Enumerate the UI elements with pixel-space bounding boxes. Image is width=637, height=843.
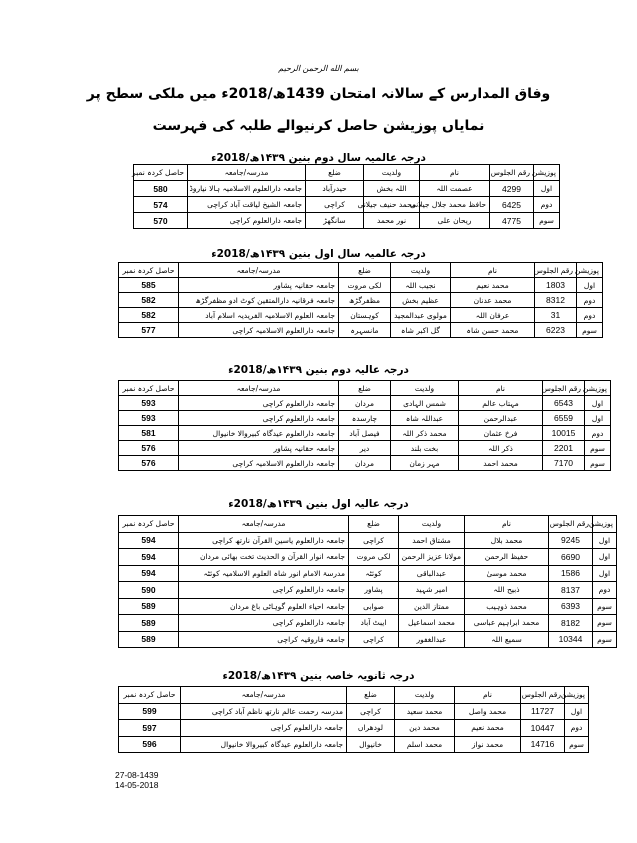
header-position: پوزیشن <box>593 516 617 533</box>
cell-marks: 576 <box>119 456 179 471</box>
table-row <box>119 456 611 471</box>
cell-marks: 585 <box>119 278 179 293</box>
header-father: ولدیت <box>391 263 451 278</box>
cell-roll: 14716 <box>521 736 565 753</box>
cell-marks: 582 <box>119 308 179 323</box>
cell-marks: 570 <box>134 213 188 229</box>
header-district: ضلع <box>349 516 399 533</box>
cell-school: جامعہ حقانیہ پشاور <box>179 278 339 293</box>
cell-father: عبداللہ شاہ <box>391 411 459 426</box>
cell-school: جامعہ دارالعلوم کراچی <box>179 411 339 426</box>
cell-name: سمیع اللہ <box>465 631 549 648</box>
header-school: مدرسہ/جامعہ <box>188 165 306 181</box>
cell-pos: دوم <box>593 582 617 599</box>
header-district: ضلع <box>306 165 364 181</box>
cell-roll: 6223 <box>535 323 577 338</box>
cell-name: محمد احمد <box>459 456 543 471</box>
cell-roll: 6690 <box>549 549 593 566</box>
cell-district: فیصل آباد <box>339 426 391 441</box>
cell-father: اللہ بخش <box>364 181 420 197</box>
cell-father: محمد دین <box>395 720 455 737</box>
cell-marks: 594 <box>119 532 179 549</box>
cell-roll: 31 <box>535 308 577 323</box>
cell-district: کوہستان <box>339 308 391 323</box>
header-roll: رقم الجلوس <box>549 516 593 533</box>
cell-pos: سوم <box>534 213 560 229</box>
header-name: نام <box>459 381 543 396</box>
header-marks: حاصل کردہ نمبر <box>134 165 188 181</box>
cell-name: محمد حسن شاہ <box>451 323 535 338</box>
cell-school: جامعہ دارالعلوم کراچی <box>179 582 349 599</box>
document-title: وفاق المدارس کے سالانہ امتحان 1439ھ/2018ء میں ملکی سطح پر <box>86 86 551 102</box>
results-table <box>118 262 603 338</box>
cell-school: جامعہ دارالعلوم کراچی <box>179 615 349 632</box>
table-header-row <box>119 263 603 278</box>
cell-father: نجیب اللہ <box>391 278 451 293</box>
cell-district: لکی مروت <box>349 549 399 566</box>
cell-roll: 10447 <box>521 720 565 737</box>
cell-pos: اول <box>585 411 611 426</box>
cell-father: عبدالغفور <box>399 631 465 648</box>
hijri-date: 27-08-1439 <box>115 770 159 780</box>
cell-roll: 6393 <box>549 598 593 615</box>
cell-marks: 593 <box>119 411 179 426</box>
cell-district: مانسہرہ <box>339 323 391 338</box>
cell-marks: 582 <box>119 293 179 308</box>
document-dates <box>115 770 158 790</box>
cell-marks: 580 <box>134 181 188 197</box>
cell-name: محمد ابراہیم عباسی <box>465 615 549 632</box>
cell-name: محمد نواز <box>455 736 521 753</box>
cell-name: عرفان اللہ <box>451 308 535 323</box>
cell-pos: اول <box>585 396 611 411</box>
table-row <box>119 631 617 648</box>
cell-name: محمد موسیٰ <box>465 565 549 582</box>
table-row <box>119 308 603 323</box>
cell-father: نور محمد <box>364 213 420 229</box>
cell-marks: 581 <box>119 426 179 441</box>
cell-district: چارسدہ <box>339 411 391 426</box>
cell-school: جامعہ فاروقیہ کراچی <box>179 631 349 648</box>
cell-marks: 589 <box>119 615 179 632</box>
cell-district: سانگھڑ <box>306 213 364 229</box>
cell-district: کراچی <box>349 532 399 549</box>
section-title: درجہ ثانویہ خاصہ بنین ۱۴۳۹ھ/2018ء <box>222 670 415 682</box>
cell-roll: 6425 <box>490 197 534 213</box>
header-father: ولدیت <box>364 165 420 181</box>
cell-name: محمد واصل <box>455 703 521 720</box>
cell-pos: اول <box>593 565 617 582</box>
cell-pos: دوم <box>565 720 589 737</box>
header-school: مدرسہ/جامعہ <box>181 687 347 704</box>
cell-pos: سوم <box>585 441 611 456</box>
cell-school: جامعہ انوار القرآن و الحدیث تخت بھائی مردان <box>179 549 349 566</box>
cell-marks: 599 <box>119 703 181 720</box>
table-row <box>119 278 603 293</box>
cell-father: محمد ذکر اللہ <box>391 426 459 441</box>
cell-marks: 577 <box>119 323 179 338</box>
cell-roll: 8137 <box>549 582 593 599</box>
cell-pos: سوم <box>593 615 617 632</box>
header-district: ضلع <box>339 263 391 278</box>
cell-name: عبدالرحمن <box>459 411 543 426</box>
cell-school: مدرسہ رحمت عالم نارتھ ناظم آباد کراچی <box>181 703 347 720</box>
cell-pos: سوم <box>593 631 617 648</box>
cell-father: عبدالباقی <box>399 565 465 582</box>
header-school: مدرسہ/جامعہ <box>179 516 349 533</box>
cell-marks: 590 <box>119 582 179 599</box>
table-row <box>119 598 617 615</box>
table-row <box>119 441 611 456</box>
table-row <box>119 736 589 753</box>
cell-name: محمد بلال <box>465 532 549 549</box>
table-row <box>119 411 611 426</box>
table-header-row <box>119 516 617 533</box>
cell-school: جامعہ فرقانیہ دارالمتقین کوٹ ادو مظفرگڑھ <box>179 293 339 308</box>
header-name: نام <box>451 263 535 278</box>
header-position: پوزیشن <box>534 165 560 181</box>
cell-name: ریحان علی <box>420 213 490 229</box>
table-row <box>119 293 603 308</box>
cell-roll: 4299 <box>490 181 534 197</box>
table-row <box>134 213 560 229</box>
cell-name: محمد نعیم <box>451 278 535 293</box>
table-row <box>134 197 560 213</box>
cell-father: مولانا عزیز الرحمن <box>399 549 465 566</box>
cell-name: فرخ عثمان <box>459 426 543 441</box>
table-header-row <box>119 687 589 704</box>
cell-roll: 10015 <box>543 426 585 441</box>
cell-marks: 589 <box>119 598 179 615</box>
section-title: درجہ عالیہ دوم بنین ۱۴۳۹ھ/2018ء <box>228 364 409 376</box>
cell-father: محمد اسماعیل <box>399 615 465 632</box>
cell-school: جامعہ حقانیہ پشاور <box>179 441 339 456</box>
cell-marks: 594 <box>119 565 179 582</box>
cell-father: گل اکبر شاہ <box>391 323 451 338</box>
document-subtitle: نمایاں پوزیشن حاصل کرنیوالے طلبہ کی فہرست <box>152 118 485 134</box>
cell-name: محمد عدنان <box>451 293 535 308</box>
cell-district: کراچی <box>349 631 399 648</box>
cell-school: جامعہ دارالعلوم کراچی <box>179 396 339 411</box>
results-table <box>118 515 617 648</box>
cell-pos: دوم <box>585 426 611 441</box>
cell-school: جامعہ دارالعلوم عیدگاہ کبیروالا خانیوال <box>181 736 347 753</box>
cell-school: جامعہ دارالعلوم یاسین القرآن نارتھ کراچی <box>179 532 349 549</box>
table-row <box>119 703 589 720</box>
cell-pos: سوم <box>565 736 589 753</box>
cell-school: جامعہ دارالعلوم عیدگاہ کبیروالا خانیوال <box>179 426 339 441</box>
cell-roll: 10344 <box>549 631 593 648</box>
cell-father: مہر زمان <box>391 456 459 471</box>
table-row <box>119 323 603 338</box>
table-row <box>119 396 611 411</box>
cell-marks: 597 <box>119 720 181 737</box>
cell-marks: 589 <box>119 631 179 648</box>
cell-district: صوابی <box>349 598 399 615</box>
table-row <box>134 181 560 197</box>
cell-pos: سوم <box>585 456 611 471</box>
header-marks: حاصل کردہ نمبر <box>119 516 179 533</box>
header-father: ولدیت <box>399 516 465 533</box>
header-position: پوزیشن <box>585 381 611 396</box>
cell-pos: اول <box>577 278 603 293</box>
cell-roll: 8182 <box>549 615 593 632</box>
cell-roll: 4775 <box>490 213 534 229</box>
cell-pos: سوم <box>577 323 603 338</box>
section-title: درجہ عالمیہ سال اول بنین ۱۴۳۹ھ/2018ء <box>211 248 426 260</box>
cell-father: محمد سعید <box>395 703 455 720</box>
cell-roll: 1803 <box>535 278 577 293</box>
cell-roll: 1586 <box>549 565 593 582</box>
cell-father: بخت بلند <box>391 441 459 456</box>
header-name: نام <box>465 516 549 533</box>
cell-school: جامعہ دارالعلوم کراچی <box>181 720 347 737</box>
cell-marks: 593 <box>119 396 179 411</box>
header-district: ضلع <box>347 687 395 704</box>
cell-name: ذکر اللہ <box>459 441 543 456</box>
cell-school: جامعہ احیاء العلوم گوہاٹی باغ مردان <box>179 598 349 615</box>
cell-father: محمد حنیف جیلانی <box>364 197 420 213</box>
results-table <box>133 164 560 229</box>
cell-district: کراچی <box>347 703 395 720</box>
cell-marks: 574 <box>134 197 188 213</box>
cell-district: خانیوال <box>347 736 395 753</box>
cell-father: مشتاق احمد <box>399 532 465 549</box>
cell-pos: دوم <box>577 308 603 323</box>
header-roll: رقم الجلوس <box>521 687 565 704</box>
cell-marks: 596 <box>119 736 181 753</box>
table-row <box>119 720 589 737</box>
cell-name: حفیظ الرحمن <box>465 549 549 566</box>
gregorian-date: 14-05-2018 <box>115 780 159 790</box>
header-roll: رقم الجلوس <box>490 165 534 181</box>
cell-marks: 594 <box>119 549 179 566</box>
header-marks: حاصل کردہ نمبر <box>119 687 181 704</box>
cell-school: جامعہ الشیخ لیاقت آباد کراچی <box>188 197 306 213</box>
cell-district: کراچی <box>306 197 364 213</box>
results-table <box>118 686 589 753</box>
cell-district: مردان <box>339 456 391 471</box>
cell-pos: اول <box>593 549 617 566</box>
header-marks: حاصل کردہ نمبر <box>119 263 179 278</box>
cell-father: شمس الہادی <box>391 396 459 411</box>
cell-district: پشاور <box>349 582 399 599</box>
cell-school: جامعہ دارالعلوم الاسلامیہ ہالا نیاروڈ <box>188 181 306 197</box>
header-position: پوزیشن <box>577 263 603 278</box>
cell-name: عصمت اللہ <box>420 181 490 197</box>
header-father: ولدیت <box>395 687 455 704</box>
header-name: نام <box>455 687 521 704</box>
header-father: ولدیت <box>391 381 459 396</box>
cell-school: جامعہ العلوم الاسلامیہ الفریدیہ اسلام آباد <box>179 308 339 323</box>
table-row <box>119 426 611 441</box>
section-title: درجہ عالمیہ سال دوم بنین ۱۴۳۹ھ/2018ء <box>211 152 426 164</box>
cell-roll: 6543 <box>543 396 585 411</box>
cell-roll: 6559 <box>543 411 585 426</box>
table-header-row <box>134 165 560 181</box>
header-position: پوزیشن <box>565 687 589 704</box>
cell-father: مولوی عبدالمجید <box>391 308 451 323</box>
cell-roll: 8312 <box>535 293 577 308</box>
cell-school: مدرسۃ الامام انور شاہ العلوم الاسلامیہ کوئٹہ <box>179 565 349 582</box>
table-row <box>119 532 617 549</box>
cell-roll: 11727 <box>521 703 565 720</box>
cell-district: ایبٹ آباد <box>349 615 399 632</box>
cell-school: جامعہ دارالعلوم کراچی <box>188 213 306 229</box>
cell-district: کوئٹہ <box>349 565 399 582</box>
section-title: درجہ عالیہ اول بنین ۱۴۳۹ھ/2018ء <box>228 498 409 510</box>
header-school: مدرسہ/جامعہ <box>179 381 339 396</box>
cell-school: جامعہ دارالعلوم الاسلامیہ کراچی <box>179 456 339 471</box>
table-row <box>119 565 617 582</box>
cell-district: حیدرآباد <box>306 181 364 197</box>
cell-pos: اول <box>534 181 560 197</box>
cell-pos: اول <box>565 703 589 720</box>
cell-father: امیر شہید <box>399 582 465 599</box>
table-header-row <box>119 381 611 396</box>
cell-district: مردان <box>339 396 391 411</box>
cell-name: حافظ محمد جلال جیلانی <box>420 197 490 213</box>
header-name: نام <box>420 165 490 181</box>
cell-name: ذبیح اللہ <box>465 582 549 599</box>
cell-father: محمد اسلم <box>395 736 455 753</box>
header-school: مدرسہ/جامعہ <box>179 263 339 278</box>
cell-father: عظیم بخش <box>391 293 451 308</box>
cell-roll: 2201 <box>543 441 585 456</box>
cell-roll: 7170 <box>543 456 585 471</box>
cell-pos: سوم <box>593 598 617 615</box>
cell-school: جامعہ دارالعلوم الاسلامیہ کراچی <box>179 323 339 338</box>
cell-name: محمد ذوہیب <box>465 598 549 615</box>
header-district: ضلع <box>339 381 391 396</box>
header-roll: رقم الجلوس <box>543 381 585 396</box>
cell-district: دیر <box>339 441 391 456</box>
table-row <box>119 582 617 599</box>
cell-pos: دوم <box>534 197 560 213</box>
cell-pos: اول <box>593 532 617 549</box>
cell-district: مظفرگڑھ <box>339 293 391 308</box>
cell-name: محمد نعیم <box>455 720 521 737</box>
bismillah: بسم الله الرحمن الرحیم <box>278 64 359 73</box>
results-table <box>118 380 611 471</box>
cell-pos: دوم <box>577 293 603 308</box>
header-roll: رقم الجلوس <box>535 263 577 278</box>
cell-marks: 576 <box>119 441 179 456</box>
cell-district: لکی مروت <box>339 278 391 293</box>
table-row <box>119 549 617 566</box>
cell-roll: 9245 <box>549 532 593 549</box>
cell-district: لودھراں <box>347 720 395 737</box>
table-row <box>119 615 617 632</box>
header-marks: حاصل کردہ نمبر <box>119 381 179 396</box>
cell-father: ممتاز الدین <box>399 598 465 615</box>
cell-name: مہتاب عالم <box>459 396 543 411</box>
